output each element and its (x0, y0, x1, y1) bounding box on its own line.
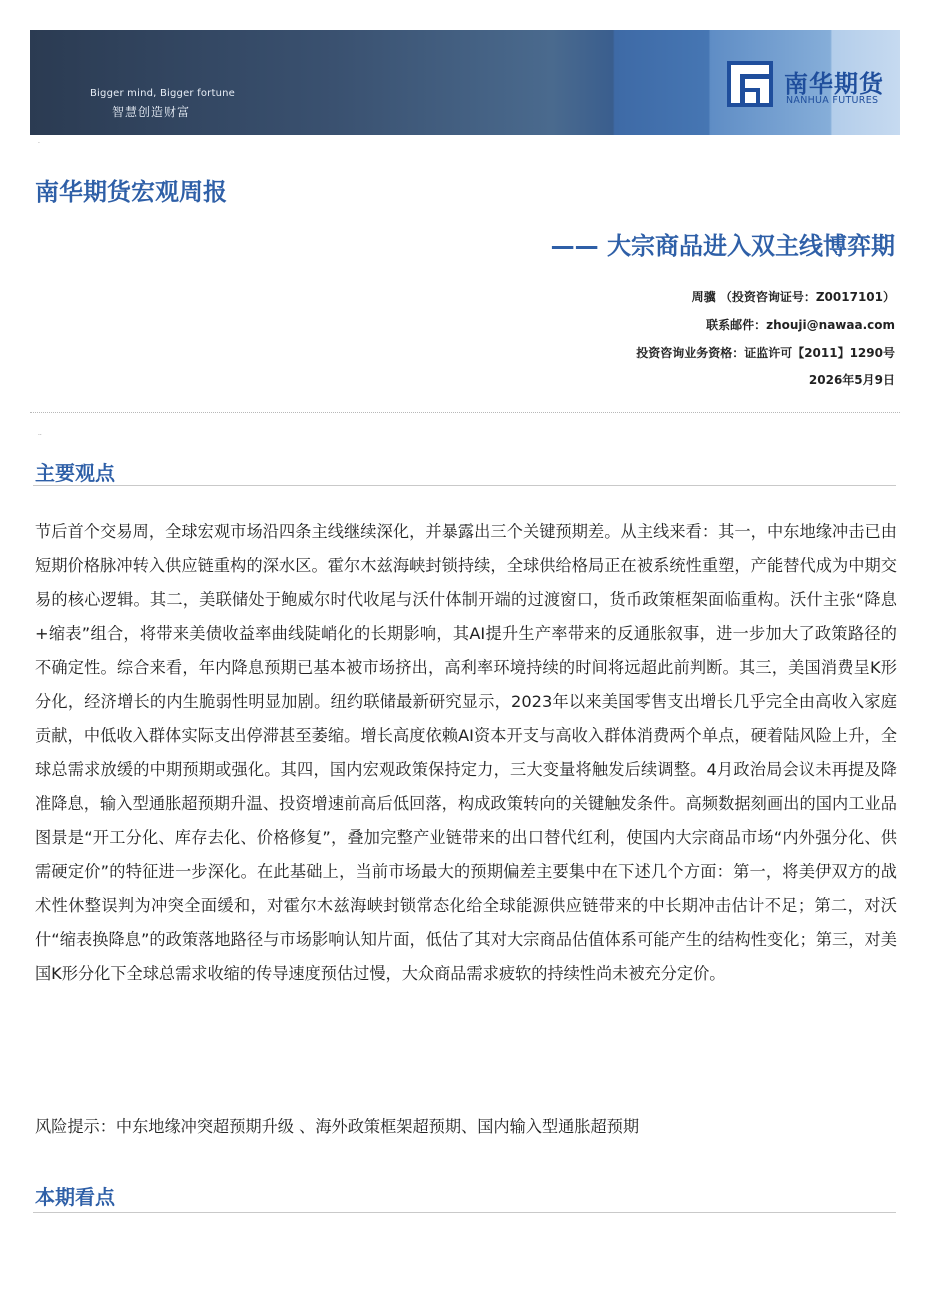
decorative-dot: ·· (38, 432, 42, 439)
slogan-english: Bigger mind, Bigger fortune (90, 88, 236, 99)
section-heading-main-view: 主要观点 (35, 461, 115, 485)
divider-dotted (30, 412, 900, 413)
logo-text-chinese: 南华期货 (784, 70, 884, 98)
nanhua-logo-icon (727, 61, 773, 107)
slogan-chinese: 智慧创造财富 (112, 105, 191, 119)
author-line: 周骥 （投资咨询证号：Z0017101） (691, 290, 895, 304)
license-line: 投资咨询业务资格：证监许可【2011】1290号 (636, 346, 895, 360)
main-view-paragraph: 节后首个交易周，全球宏观市场沿四条主线继续深化，并暴露出三个关键预期差。从主线来看：其一，中东地缘冲击已由短期价格脉冲转入供应链重构的深水区。霍尔木兹海峡封锁持续，全球供给格局正在被系统性重塑，产能替代成为中期交易的核心逻辑。其二，美联储处于鲍威尔时代收尾与沃什体制开端的过渡窗口，货币政策框架面临重构。沃什主张“降息+缩表”组合，将带来美债收益率曲线陡峭化的长期影响，其AI提升生产率带来的反通胀叙事，进一步加大了政策路径的不确定性。综合来看，年内降息预期已基本被市场挤出，高利率环境持续的时间将远超此前判断。其三，美国消费呈K形分化，经济增长的内生脆弱性明显加剧。纽约联储最新研究显示，2023年以来美国零售支出增长几乎完全由高收入家庭贡献，中低收入群体实际支出停滞甚至萎缩。增长高度依赖AI资本开支与高收入群体消费两个单点，硬着陆风险上升，全球总需求放缓的中期预期或强化。其四，国内宏观政策保持定力，三大变量将触发后续调整。4月政治局会议未再提及降准降息，输入型通胀超预期升温、投资增速前高后低回落，构成政策转向的关键触发条件。高频数据刻画出的国内工业品图景是“开工分化、库存去化、价格修复”，叠加完整产业链带来的出口替代红利，使国内大宗商品市场“内外强分化、供需硬定价”的特征进一步深化。在此基础上，当前市场最大的预期偏差主要集中在下述几个方面：第一，将美伊双方的战术性休整误判为冲突全面缓和，对霍尔木兹海峡封锁常态化给全球能源供应链带来的中长期冲击估计不足；第二，对沃什“缩表换降息”的政策落地路径与市场影响认知片面，低估了其对大宗商品估值体系可能产生的结构性变化；第三，对美国K形分化下全球总需求收缩的传导速度预估过慢，大众商品需求疲软的持续性尚未被充分定价。 (35, 522, 897, 983)
section-heading-highlights: 本期看点 (35, 1185, 115, 1209)
risk-warning: 风险提示：中东地缘冲突超预期升级 、海外政策框架超预期、国内输入型通胀超预期 (35, 1117, 640, 1136)
section-underline (33, 1212, 896, 1213)
contact-email: 联系邮件：zhouji@nawaa.com (706, 318, 895, 332)
decorative-dot: · (38, 140, 40, 147)
report-subtitle: —— 大宗商品进入双主线博弈期 (550, 232, 895, 260)
logo-text-english: NANHUA FUTURES (786, 95, 879, 106)
section-underline (33, 485, 896, 486)
report-title: 南华期货宏观周报 (35, 178, 227, 206)
report-date: 2026年5月9日 (808, 373, 895, 387)
